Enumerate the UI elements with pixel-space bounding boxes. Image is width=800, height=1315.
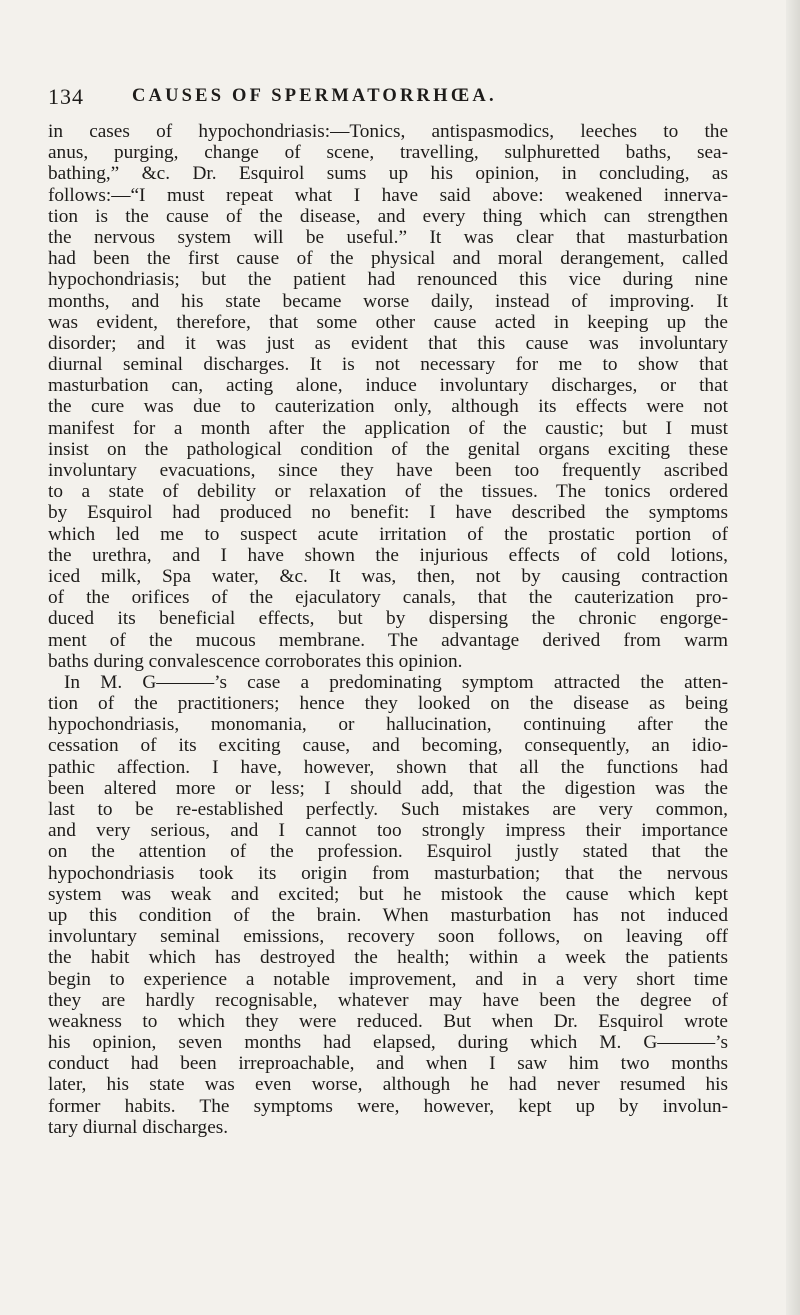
text-line: the cure was due to cauterization only, although its effects were not <box>48 396 728 418</box>
text-line: follows:—“I must repeat what I have said above: weakened innerva- <box>48 184 728 206</box>
text-line: conduct had been irreproachable, and when I saw him two months <box>48 1053 728 1075</box>
text-line: pathic affection. I have, however, shown that all the functions had <box>48 756 728 778</box>
text-line: last to be re-established perfectly. Such mistakes are very common, <box>48 799 728 820</box>
text-line: former habits. The symptoms were, however, kept up by involun- <box>48 1095 728 1117</box>
text-line: they are hardly recognisable, whatever may have been the degree of <box>48 989 728 1011</box>
text-line: tion is the cause of the disease, and every thing which can strengthen <box>48 205 728 227</box>
body-text <box>48 121 728 1221</box>
text-line: been altered more or less; I should add, that the digestion was the <box>48 777 728 799</box>
text-line: insist on the pathological condition of the genital organs exciting these <box>48 438 728 460</box>
text-line: ment of the mucous membrane. The advantage derived from warm <box>48 629 728 651</box>
text-line: system was weak and excited; but he mistook the cause which kept <box>48 883 728 905</box>
text-line: disorder; and it was just as evident that this cause was involuntary <box>48 332 728 354</box>
text-line: tion of the practitioners; hence they looked on the disease as being <box>48 693 728 715</box>
text-line: later, his state was even worse, although he had never resumed his <box>48 1074 728 1096</box>
text-line: involuntary seminal emissions, recovery soon follows, on leaving off <box>48 926 728 948</box>
text-line: of the orifices of the ejaculatory canals, that the cauterization pro- <box>48 587 728 609</box>
text-line: hypochondriasis; but the patient had renounced this vice during nine <box>48 269 728 291</box>
text-line: to a state of debility or relaxation of the tissues. The tonics ordered <box>48 481 728 503</box>
text-line: iced milk, Spa water, &c. It was, then, not by causing contraction <box>48 565 728 587</box>
running-head <box>48 84 728 114</box>
text-line: cessation of its exciting cause, and becoming, consequently, an idio- <box>48 735 728 757</box>
paragraph-start-line: In M. G———’s case a predominating symptom attracted the atten- <box>64 671 728 693</box>
text-line: diurnal seminal discharges. It is not necessary for me to show that <box>48 354 728 376</box>
text-line: up this condition of the brain. When masturbation has not induced <box>48 904 728 926</box>
text-line: hypochondriasis took its origin from masturbation; that the nervous <box>48 862 728 884</box>
text-line: bathing,” &c. Dr. Esquirol sums up his opinion, in concluding, as <box>48 163 728 185</box>
text-line: involuntary evacuations, since they have been too frequently ascribed <box>48 460 728 481</box>
text-line: duced its beneficial effects, but by dispersing the chronic engorge- <box>48 608 728 630</box>
text-line: months, and his state became worse daily, instead of improving. It <box>48 290 728 312</box>
page-edge <box>786 0 800 1315</box>
text-line: his opinion, seven months had elapsed, during which M. G———’s <box>48 1032 728 1054</box>
running-title: CAUSES OF SPERMATORRHŒA. <box>132 86 497 106</box>
page-number: 134 <box>48 84 84 109</box>
text-line: the urethra, and I have shown the injurious effects of cold lotions, <box>48 544 728 566</box>
paragraph-end-line: baths during convalescence corroborates this opinion. <box>48 650 463 672</box>
text-line: the habit which has destroyed the health; within a week the patients <box>48 947 728 969</box>
text-line: in cases of hypochondriasis:—Tonics, antispasmodics, leeches to the <box>48 121 728 142</box>
text-line: had been the first cause of the physical and moral derangement, called <box>48 248 728 270</box>
text-line: weakness to which they were reduced. But when Dr. Esquirol wrote <box>48 1010 728 1032</box>
text-line: was evident, therefore, that some other cause acted in keeping up the <box>48 311 728 333</box>
text-line: begin to experience a notable improvement, and in a very short time <box>48 968 728 990</box>
text-line: on the attention of the profession. Esquirol justly stated that the <box>48 841 728 863</box>
text-line: anus, purging, change of scene, travelling, sulphuretted baths, sea- <box>48 142 728 164</box>
text-line: and very serious, and I cannot too strongly impress their importance <box>48 820 728 842</box>
text-line: by Esquirol had produced no benefit: I have described the symptoms <box>48 502 728 524</box>
text-line: masturbation can, acting alone, induce involuntary discharges, or that <box>48 375 728 397</box>
text-line: manifest for a month after the application of the caustic; but I must <box>48 417 728 439</box>
paragraph-end-line: tary diurnal discharges. <box>48 1116 229 1138</box>
text-line: which led me to suspect acute irritation of the prostatic portion of <box>48 523 728 545</box>
text-line: hypochondriasis, monomania, or hallucination, continuing after the <box>48 714 728 736</box>
text-line: the nervous system will be useful.” It was clear that masturbation <box>48 226 728 248</box>
